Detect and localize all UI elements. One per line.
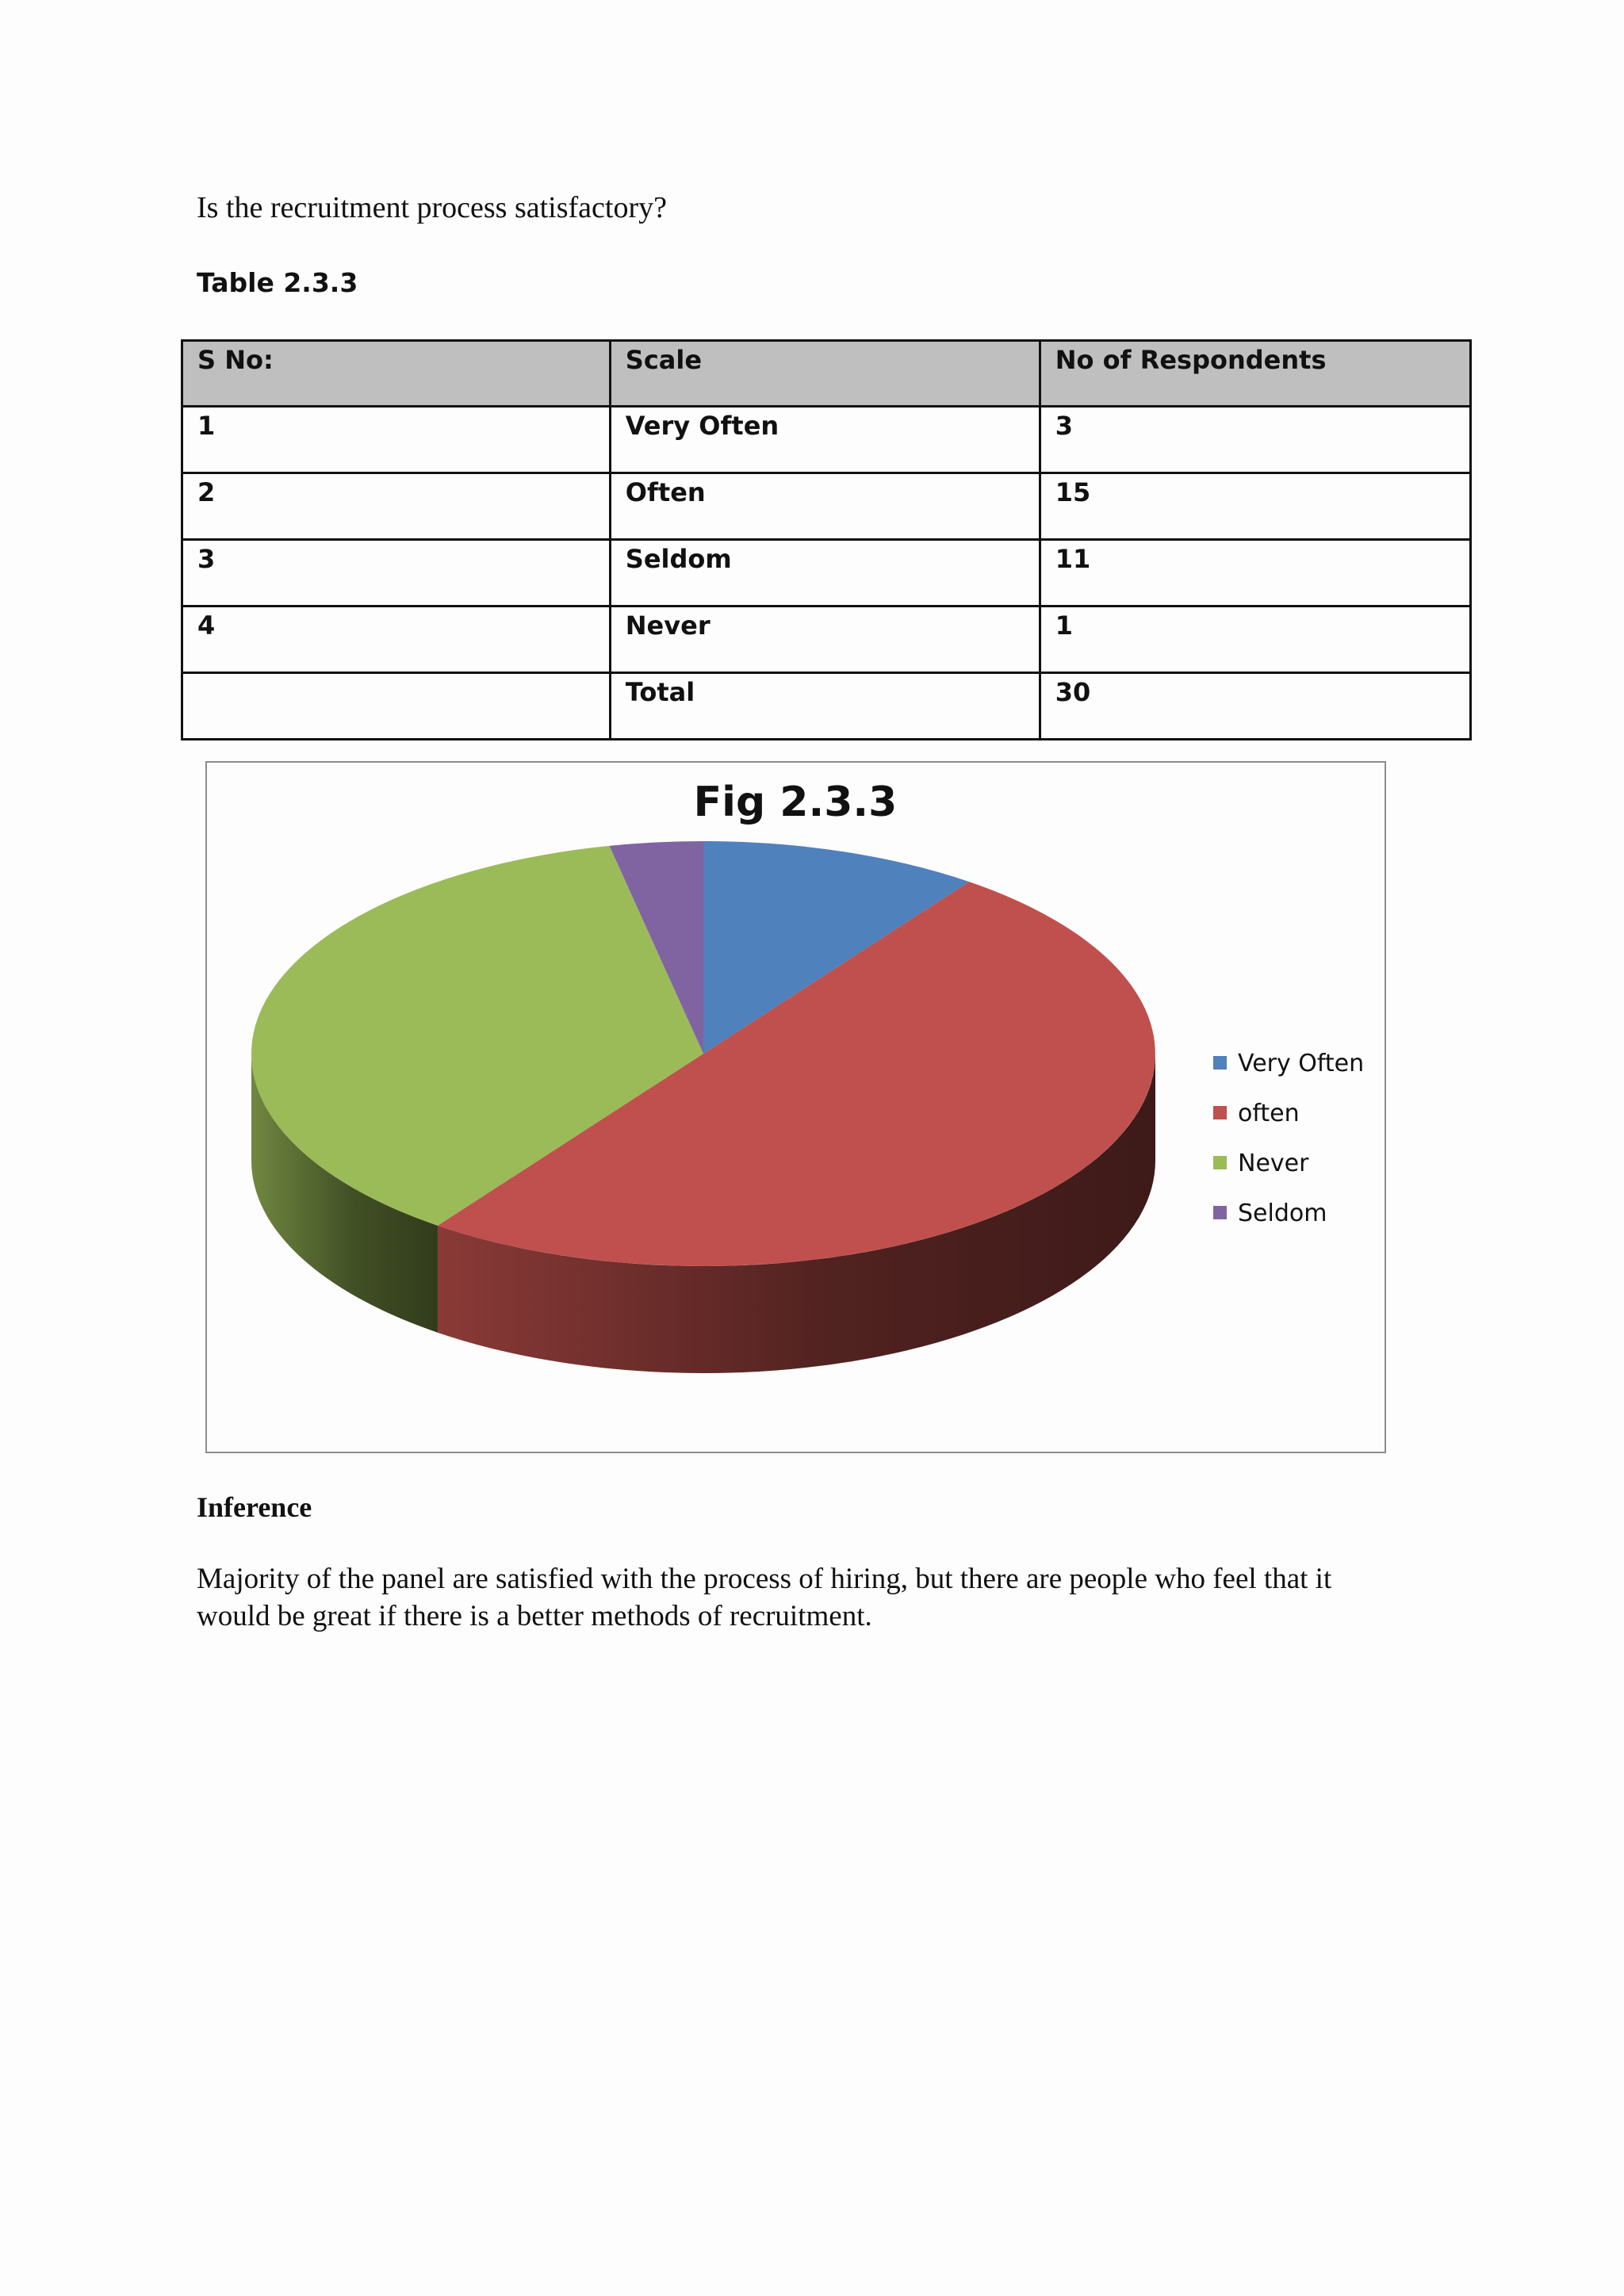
cell-s-no: 2 [182,473,611,540]
cell-s-no [182,673,611,740]
table-row [182,473,1471,540]
cell-s-no: 3 [182,540,611,607]
table-row [182,407,1471,473]
cell-scale: Seldom [610,540,1040,607]
legend-swatch-seldom [1213,1206,1227,1219]
cell-respondents: 3 [1040,407,1470,473]
table-row [182,607,1471,673]
table-row [182,540,1471,607]
inference-text: Majority of the panel are satisfied with the process of hiring, but there are people who feel that it would be great if there is a better methods of recruitment. [197,1563,1332,1632]
legend-label-never: Never [1238,1150,1309,1177]
chart-title: Fig 2.3.3 [693,779,898,826]
cell-scale: Often [610,473,1040,540]
legend-label-seldom: Seldom [1238,1200,1327,1227]
chart-legend [1213,1050,1364,1227]
cell-s-no: 4 [182,607,611,673]
pie-chart-frame [205,761,1386,1453]
cell-respondents: 15 [1040,473,1470,540]
table-header-row [182,341,1471,407]
legend-swatch-very-often [1213,1056,1227,1070]
cell-s-no: 1 [182,407,611,473]
cell-respondents: 11 [1040,540,1470,607]
legend-label-very-often: Very Often [1238,1050,1365,1077]
pie-tops [251,841,1155,1266]
pie-chart [207,763,1385,1452]
cell-respondents: 1 [1040,607,1470,673]
cell-respondents: 30 [1040,673,1470,740]
legend-swatch-often [1213,1106,1227,1119]
legend-swatch-never [1213,1156,1227,1169]
respondents-table [181,339,1472,740]
table-caption: Table 2.3.3 [197,267,358,298]
inference-heading: Inference [197,1491,312,1523]
cell-scale: Never [610,607,1040,673]
cell-scale: Total [610,673,1040,740]
legend-label-often: often [1238,1100,1300,1127]
cell-scale: Very Often [610,407,1040,473]
question-text: Is the recruitment process satisfactory? [197,191,667,224]
table-total-row [182,673,1471,740]
header-respondents: No of Respondents [1040,341,1470,407]
header-scale: Scale [610,341,1040,407]
header-s-no: S No: [182,341,611,407]
